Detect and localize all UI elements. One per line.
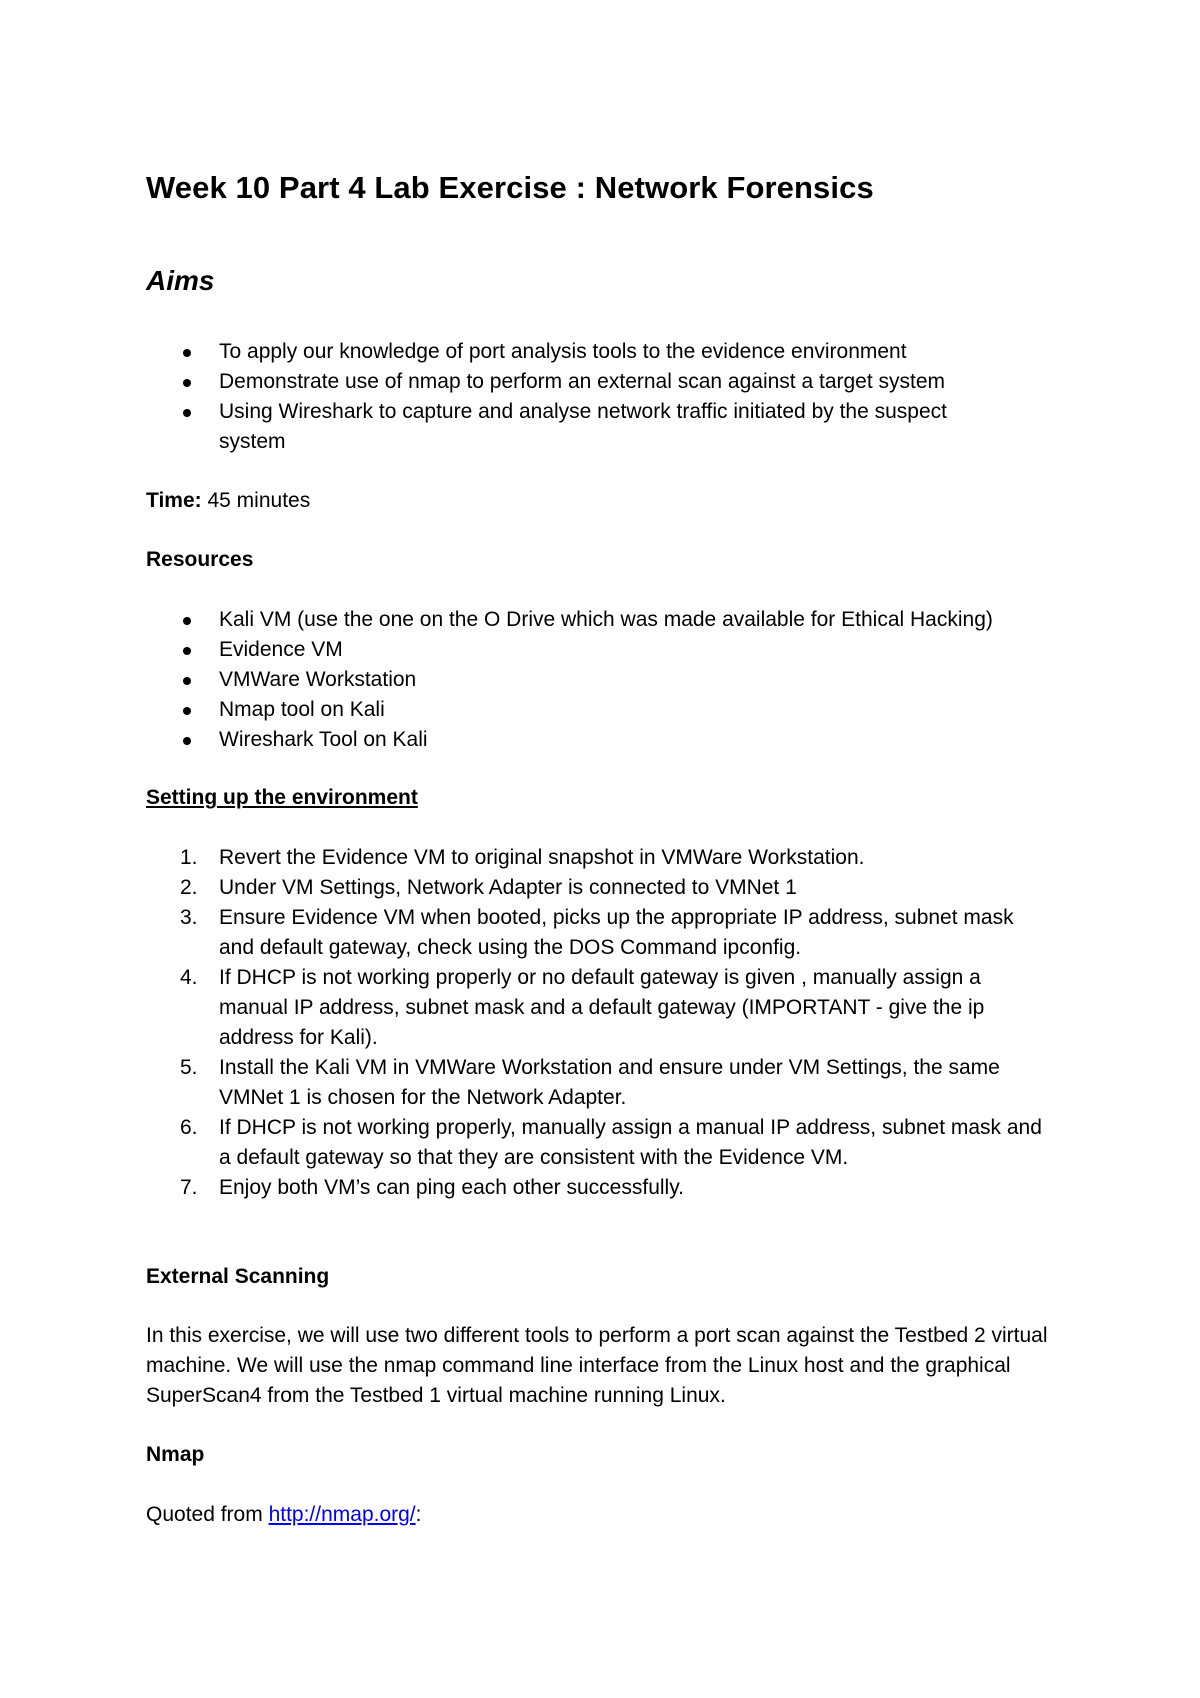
list-item — [172, 725, 993, 755]
step-text: Install the Kali VM in VMWare Workstation and ensure under VM Settings, the same VMNet 1 is chosen for the Network Adapter. — [219, 1056, 1000, 1109]
time-label: Time: — [146, 489, 202, 512]
setup-steps-list — [172, 843, 1052, 1203]
step-text: If DHCP is not working properly, manually assign a manual IP address, subnet mask and a default gateway so that they are consistent with the Evidence VM. — [219, 1116, 1042, 1169]
quoted-prefix: Quoted from — [146, 1503, 269, 1526]
resources-heading: Resources — [146, 548, 254, 571]
quoted-suffix: : — [415, 1503, 422, 1526]
step-number: 1. — [180, 846, 198, 869]
external-scanning-paragraph: In this exercise, we will use two different tools to perform a port scan against the Testbed 2 virtual machine. We will use the nmap command line interface from the Linux host and the graphical SuperScan4 from the Testbed 1 virtual machine running Linux. — [146, 1324, 1048, 1407]
bullet-icon — [183, 379, 191, 387]
step-number: 4. — [180, 966, 198, 989]
resource-item-text: Kali VM (use the one on the O Drive which was made available for Ethical Hacking) — [219, 608, 993, 631]
nmap-heading: Nmap — [146, 1443, 205, 1466]
step-text: Under VM Settings, Network Adapter is connected to VMNet 1 — [219, 876, 797, 899]
list-item — [172, 1113, 1052, 1173]
step-text: Revert the Evidence VM to original snapshot in VMWare Workstation. — [219, 846, 865, 869]
list-item — [172, 1173, 1052, 1203]
list-item — [172, 963, 1052, 1053]
bullet-icon — [183, 349, 191, 357]
step-number: 5. — [180, 1056, 198, 1079]
time-line — [146, 486, 310, 516]
bullet-icon — [183, 647, 191, 655]
page-title: Week 10 Part 4 Lab Exercise : Network Forensics — [146, 170, 874, 205]
step-text: Ensure Evidence VM when booted, picks up the appropriate IP address, subnet mask and default gateway, check using the DOS Command ipconfig. — [219, 906, 1014, 959]
list-item — [172, 695, 993, 725]
setup-heading: Setting up the environment — [146, 786, 418, 809]
bullet-icon — [183, 617, 191, 625]
bullet-icon — [183, 677, 191, 685]
bullet-icon — [183, 409, 191, 417]
step-text: If DHCP is not working properly or no default gateway is given , manually assign a manual IP address, subnet mask and a default gateway (IMPORTANT - give the ip address for Kali). — [219, 966, 985, 1049]
list-item — [172, 873, 1052, 903]
resource-item-text: Wireshark Tool on Kali — [219, 728, 428, 751]
list-item — [172, 397, 1019, 457]
quoted-line — [146, 1500, 422, 1530]
bullet-icon — [183, 707, 191, 715]
nmap-link[interactable]: http://nmap.org/ — [268, 1503, 416, 1526]
aims-item-text: To apply our knowledge of port analysis tools to the evidence environment — [219, 340, 907, 363]
aims-item-text: Using Wireshark to capture and analyse network traffic initiated by the suspect system — [219, 400, 947, 453]
list-item — [172, 1053, 1052, 1113]
list-item — [172, 665, 993, 695]
step-number: 2. — [180, 876, 198, 899]
step-number: 7. — [180, 1176, 198, 1199]
step-text: Enjoy both VM’s can ping each other successfully. — [219, 1176, 684, 1199]
external-scanning-heading: External Scanning — [146, 1265, 330, 1288]
time-value: 45 minutes — [207, 489, 311, 512]
aims-item-text: Demonstrate use of nmap to perform an external scan against a target system — [219, 370, 946, 393]
list-item — [172, 337, 1019, 367]
list-item — [172, 605, 993, 635]
step-number: 6. — [180, 1116, 198, 1139]
resources-list — [172, 605, 993, 755]
list-item — [172, 843, 1052, 873]
aims-list — [172, 337, 1019, 457]
resource-item-text: Nmap tool on Kali — [219, 698, 385, 721]
bullet-icon — [183, 737, 191, 745]
resource-item-text: Evidence VM — [219, 638, 343, 661]
list-item — [172, 367, 1019, 397]
resource-item-text: VMWare Workstation — [219, 668, 417, 691]
step-number: 3. — [180, 906, 198, 929]
list-item — [172, 635, 993, 665]
list-item — [172, 903, 1052, 963]
aims-heading: Aims — [146, 265, 215, 296]
